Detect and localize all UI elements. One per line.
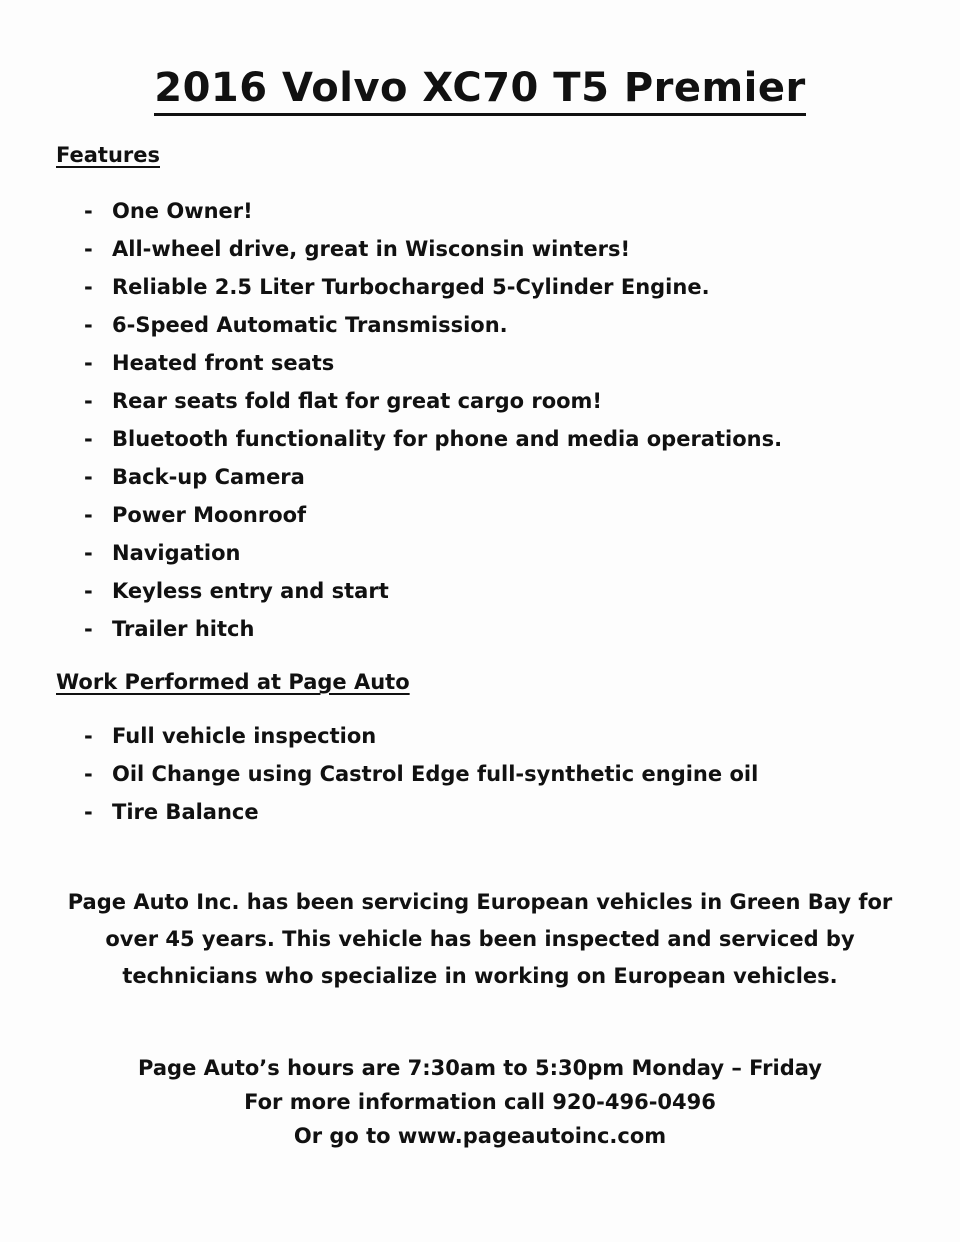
features-list xyxy=(84,192,782,648)
page-title-text: 2016 Volvo XC70 T5 Premier xyxy=(154,65,806,116)
feature-text: All-wheel drive, great in Wisconsin winters! xyxy=(112,237,631,261)
list-bullet: - xyxy=(84,313,93,337)
about-line: technicians who specialize in working on European vehicles. xyxy=(122,964,838,988)
work-text: Full vehicle inspection xyxy=(112,724,377,748)
list-item xyxy=(84,420,782,458)
list-item xyxy=(84,268,782,306)
list-item xyxy=(84,572,782,610)
list-bullet: - xyxy=(84,724,93,748)
feature-text: Keyless entry and start xyxy=(112,579,389,603)
website-text: Or go to www.pageautoinc.com xyxy=(293,1124,667,1148)
hours-text: Page Auto’s hours are 7:30am to 5:30pm Monday – Friday xyxy=(138,1056,822,1080)
work-text: Oil Change using Castrol Edge full-synthetic engine oil xyxy=(112,762,759,786)
list-bullet: - xyxy=(84,199,93,223)
list-item xyxy=(84,793,758,831)
feature-text: Heated front seats xyxy=(112,351,335,375)
list-item xyxy=(84,610,782,648)
list-item xyxy=(84,192,782,230)
list-item xyxy=(84,306,782,344)
list-item xyxy=(84,230,782,268)
list-item xyxy=(84,496,782,534)
feature-text: 6-Speed Automatic Transmission. xyxy=(112,313,508,337)
list-bullet: - xyxy=(84,541,93,565)
feature-text: Rear seats fold flat for great cargo room! xyxy=(112,389,603,413)
about-paragraph xyxy=(60,884,900,995)
list-item xyxy=(84,344,782,382)
list-bullet: - xyxy=(84,427,93,451)
list-bullet: - xyxy=(84,389,93,413)
list-bullet: - xyxy=(84,465,93,489)
feature-text: Reliable 2.5 Liter Turbocharged 5-Cylinder Engine. xyxy=(112,275,710,299)
list-bullet: - xyxy=(84,762,93,786)
list-bullet: - xyxy=(84,237,93,261)
work-text: Tire Balance xyxy=(112,800,259,824)
list-bullet: - xyxy=(84,800,93,824)
list-item xyxy=(84,717,758,755)
phone-text: For more information call 920-496-0496 xyxy=(244,1090,716,1114)
feature-text: Navigation xyxy=(112,541,241,565)
list-bullet: - xyxy=(84,351,93,375)
list-bullet: - xyxy=(84,503,93,527)
feature-text: Back-up Camera xyxy=(112,465,305,489)
work-list xyxy=(84,717,758,831)
features-heading: Features xyxy=(56,143,160,167)
about-line: Page Auto Inc. has been servicing European vehicles in Green Bay for xyxy=(67,890,893,914)
feature-text: Trailer hitch xyxy=(112,617,255,641)
list-bullet: - xyxy=(84,275,93,299)
page-title xyxy=(0,60,960,116)
list-item xyxy=(84,755,758,793)
feature-text: Power Moonroof xyxy=(112,503,307,527)
contact-block xyxy=(60,1051,900,1153)
feature-text: One Owner! xyxy=(112,199,253,223)
list-item xyxy=(84,382,782,420)
list-item xyxy=(84,458,782,496)
list-bullet: - xyxy=(84,579,93,603)
list-bullet: - xyxy=(84,617,93,641)
list-item xyxy=(84,534,782,572)
work-heading: Work Performed at Page Auto xyxy=(56,670,410,694)
about-line: over 45 years. This vehicle has been inspected and serviced by xyxy=(105,927,855,951)
feature-text: Bluetooth functionality for phone and media operations. xyxy=(112,427,783,451)
